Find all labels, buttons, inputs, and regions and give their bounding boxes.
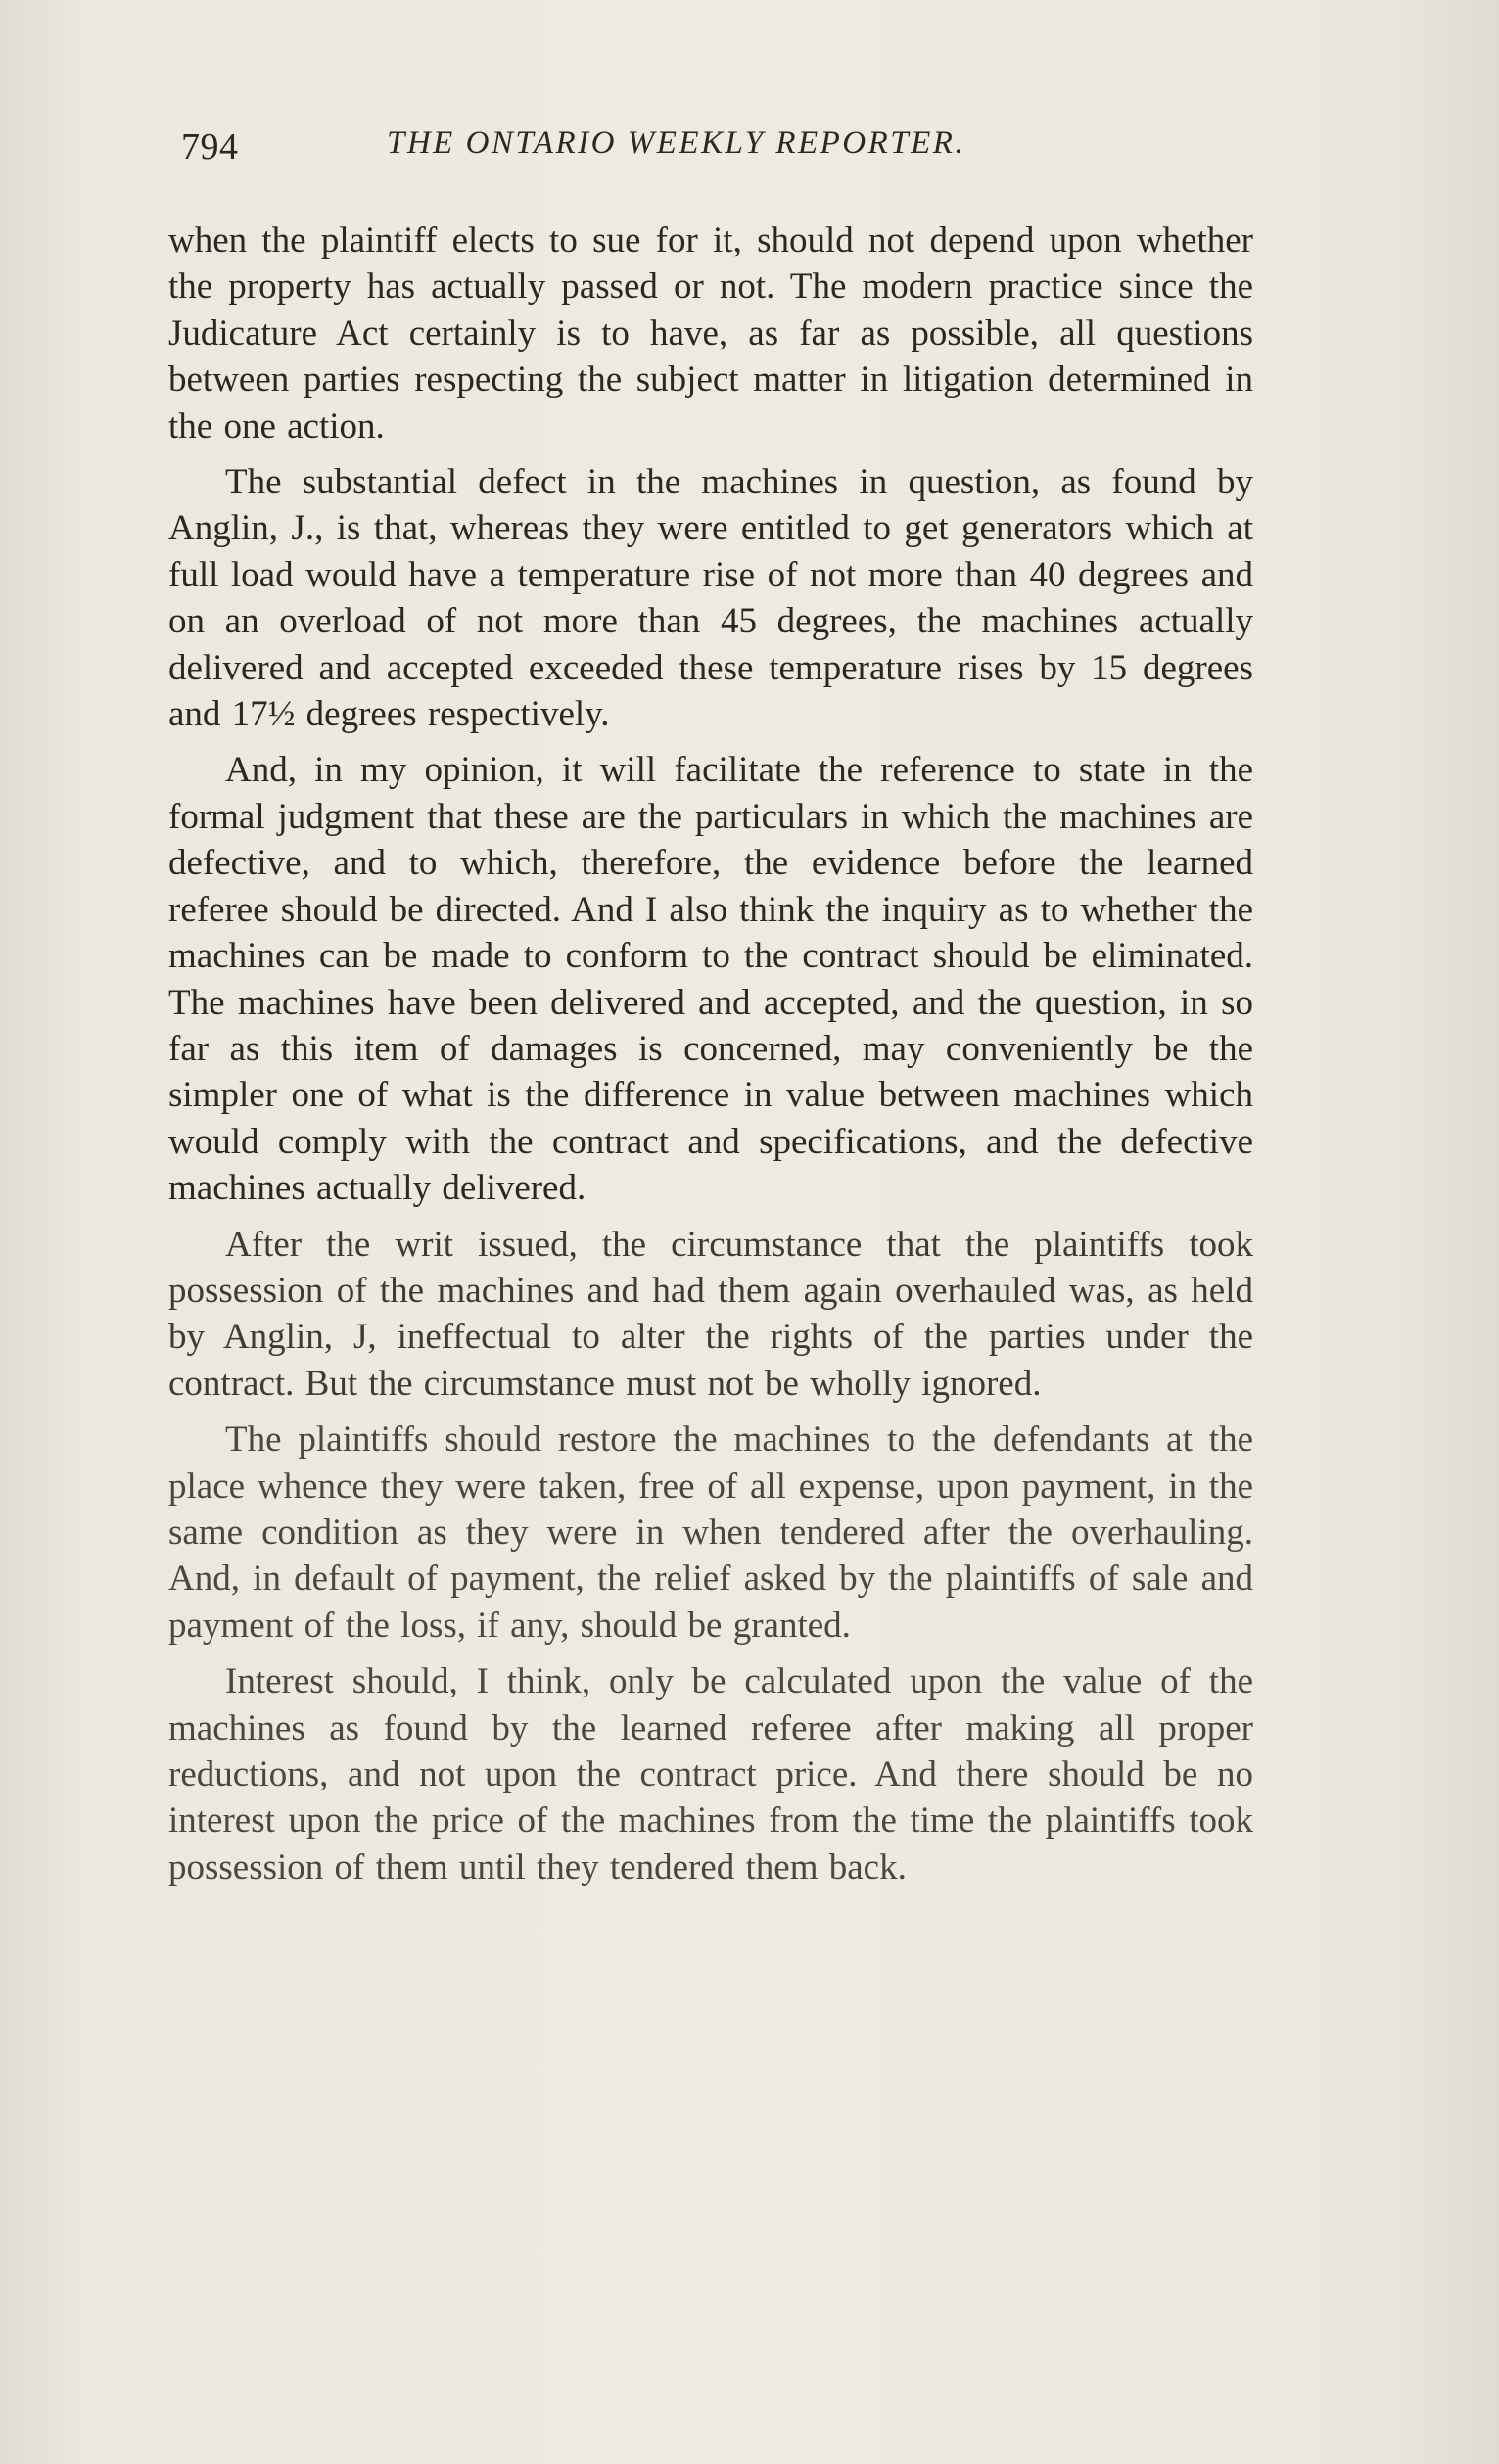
paragraph-after-writ: After the writ issued, the circumstance that the plaintiffs took possession of the machines and had them again overhauled was, as held by Anglin, J, ineffectual to alter the rights of the parties under the contract. But the circumstance must not be wholly ignored. (168, 1224, 1253, 1404)
paragraph-continuation: when the plaintiff elects to sue for it, should not depend upon whether the property has actually passed or not. The modern practice since the Judicature Act certainly is to have, as far as possible, all questions between parties respecting the subject matter in litigation determined in the one action. (168, 220, 1253, 446)
paragraph-restore-machines: The plaintiffs should restore the machines to the defendants at the place whence they were taken, free of all expense, upon payment, in the same condition as they were in when tendered after the overhauling. And, in default of payment, the relief asked by the plaintiffs of sale and payment of the loss, if any, should be granted. (168, 1419, 1253, 1646)
paragraph-opinion-reference: And, in my opinion, it will facilitate the reference to state in the formal judgment that these are the particulars in which the machines are defective, and to which, therefore, the evidence before the learned referee should be directed. And I also think the inquiry as to whether the machines can be made to conform to the contract should be eliminated. The machines have been delivered and accepted, and the question, in so far as this item of damages is concerned, may conveniently be the simpler one of what is the difference in value between machines which would comply with the contract and specifications, and the defective machines actually delivered. (168, 750, 1253, 1209)
running-head: THE ONTARIO WEEKLY REPORTER. (387, 125, 966, 161)
paragraph-substantial-defect: The substantial defect in the machines in question, as found by Anglin, J., is that, whereas they were entitled to get generators which at full load would have a temperature rise of not more than 40 degrees and on an overload of not more than 45 degrees, the machines actually delivered and accepted exceeded these temperature rises by 15 degrees and 17½ degrees respectively. (168, 462, 1253, 735)
body-text (168, 217, 1253, 1900)
paragraph-interest: Interest should, I think, only be calculated upon the value of the machines as found by the learned referee after making all proper reductions, and not upon the contract price. And there should be no interest upon the price of the machines from the time the plaintiffs took possession of them until they tendered them back. (168, 1661, 1253, 1887)
page-number: 794 (181, 126, 239, 167)
page-header (181, 125, 1253, 184)
